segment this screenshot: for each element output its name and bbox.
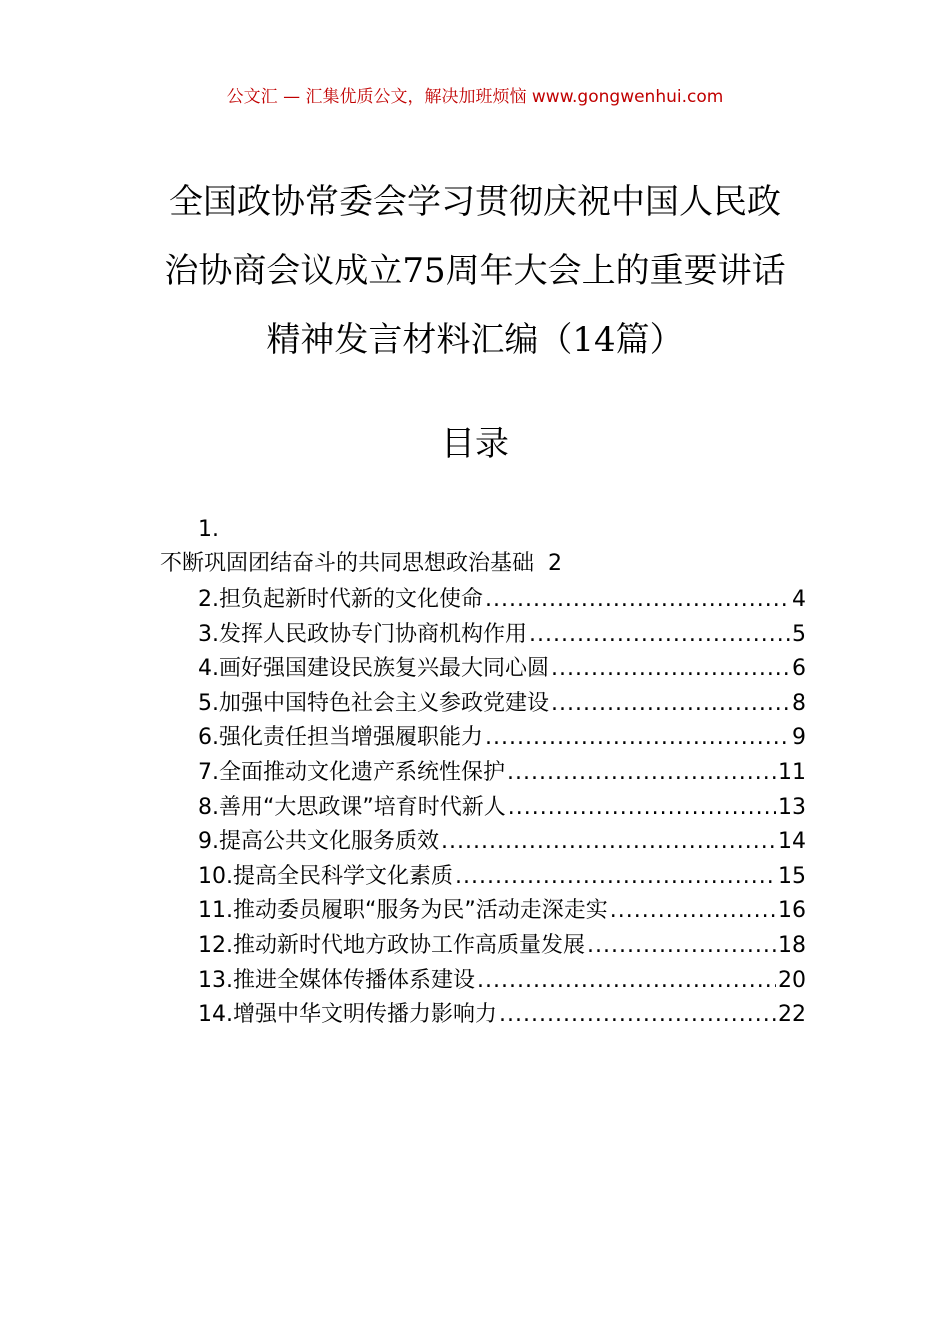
- toc-item-page: 11: [778, 759, 806, 785]
- toc-item-label: 3.发挥人民政协专门协商机构作用: [198, 621, 527, 647]
- header-banner: 公文汇 — 汇集优质公文，解决加班烦恼 www.gongwenhui.com: [226, 87, 724, 107]
- toc-item-label: 12.推动新时代地方政协工作高质量发展: [198, 932, 585, 958]
- toc-dot-leader: [455, 862, 776, 892]
- toc-item[interactable]: [198, 896, 806, 931]
- toc-item[interactable]: [198, 758, 806, 793]
- toc-heading: 目录: [441, 424, 509, 464]
- toc-dot-leader: [507, 758, 776, 788]
- toc-dot-leader: [551, 654, 790, 684]
- document-title-line-1: [0, 180, 950, 224]
- toc-item-label: 10.提高全民科学文化素质: [198, 863, 453, 889]
- toc-item-page: 18: [778, 932, 806, 958]
- document-title-line-3: [0, 318, 950, 362]
- toc-item-label: 2.担负起新时代新的文化使命: [198, 587, 483, 612]
- toc-item-page: 8: [792, 690, 806, 716]
- toc-item[interactable]: [198, 793, 806, 828]
- toc-dot-leader: [477, 966, 776, 996]
- toc-item[interactable]: [198, 620, 806, 655]
- title-line-2-text-b: 周年大会上的重要讲话: [445, 251, 786, 291]
- toc-item-label: 8.善用“大思政课”培育时代新人: [198, 794, 506, 820]
- toc-item-label: 11.推动委员履职“服务为民”活动走深走实: [198, 898, 608, 924]
- toc-item-label: 4.画好强国建设民族复兴最大同心圆: [198, 656, 549, 682]
- toc-item-page: 5: [792, 621, 806, 647]
- toc-item-label: 7.全面推动文化遗产系统性保护: [198, 759, 505, 785]
- toc-dot-leader: [551, 689, 790, 719]
- toc-item-1-label: 不断巩固团结奋斗的共同思想政治基础: [160, 551, 535, 576]
- title-line-3-text-a: 精神发言材料汇编（: [266, 320, 573, 360]
- toc-item-page: 4: [792, 587, 806, 612]
- toc-item-label: 13.推进全媒体传播体系建设: [198, 967, 475, 993]
- toc-item[interactable]: [198, 966, 806, 1001]
- toc-item[interactable]: [198, 585, 806, 620]
- toc-dot-leader: [508, 793, 776, 823]
- toc-dot-leader: [485, 585, 790, 615]
- toc-dot-leader: [499, 1000, 776, 1030]
- title-line-2-text-a: 治协商会议成立: [164, 251, 403, 291]
- toc-item-page: 9: [792, 725, 806, 751]
- title-line-1-text: 全国政协常委会学习贯彻庆祝中国人民政: [169, 182, 781, 222]
- toc-item-page: 22: [778, 1002, 806, 1028]
- toc-item-label: 14.增强中华文明传播力影响力: [198, 1002, 497, 1028]
- toc-item-page: 16: [778, 898, 806, 924]
- toc-item[interactable]: [198, 654, 806, 689]
- title-line-2-number: 75: [402, 251, 446, 291]
- toc-item[interactable]: [198, 689, 806, 724]
- toc-item[interactable]: [198, 931, 806, 966]
- toc-dot-leader: [610, 896, 776, 926]
- toc-item-page: 6: [792, 656, 806, 682]
- toc-list: [198, 585, 806, 1035]
- toc-item[interactable]: [198, 862, 806, 897]
- toc-item-1[interactable]: [160, 549, 562, 579]
- toc-item-page: 20: [778, 967, 806, 993]
- document-title-line-2: [0, 249, 950, 293]
- toc-dot-leader: [485, 723, 790, 753]
- toc-item-page: 15: [778, 863, 806, 889]
- toc-item-label: 6.强化责任担当增强履职能力: [198, 725, 483, 751]
- toc-dot-leader: [529, 620, 790, 650]
- toc-dot-leader: [441, 827, 776, 857]
- toc-item-1-page: 2: [548, 551, 563, 576]
- toc-item-1-number: 1.: [198, 517, 219, 542]
- toc-item[interactable]: [198, 827, 806, 862]
- toc-item-page: 13: [778, 794, 806, 820]
- toc-item[interactable]: [198, 723, 806, 758]
- toc-item-label: 5.加强中国特色社会主义参政党建设: [198, 690, 549, 716]
- toc-dot-leader: [587, 931, 776, 961]
- title-line-3-number: 14: [572, 320, 616, 360]
- title-line-3-text-b: 篇）: [615, 320, 684, 360]
- toc-item[interactable]: [198, 1000, 806, 1035]
- toc-item-label: 9.提高公共文化服务质效: [198, 829, 439, 855]
- toc-item-page: 14: [778, 829, 806, 855]
